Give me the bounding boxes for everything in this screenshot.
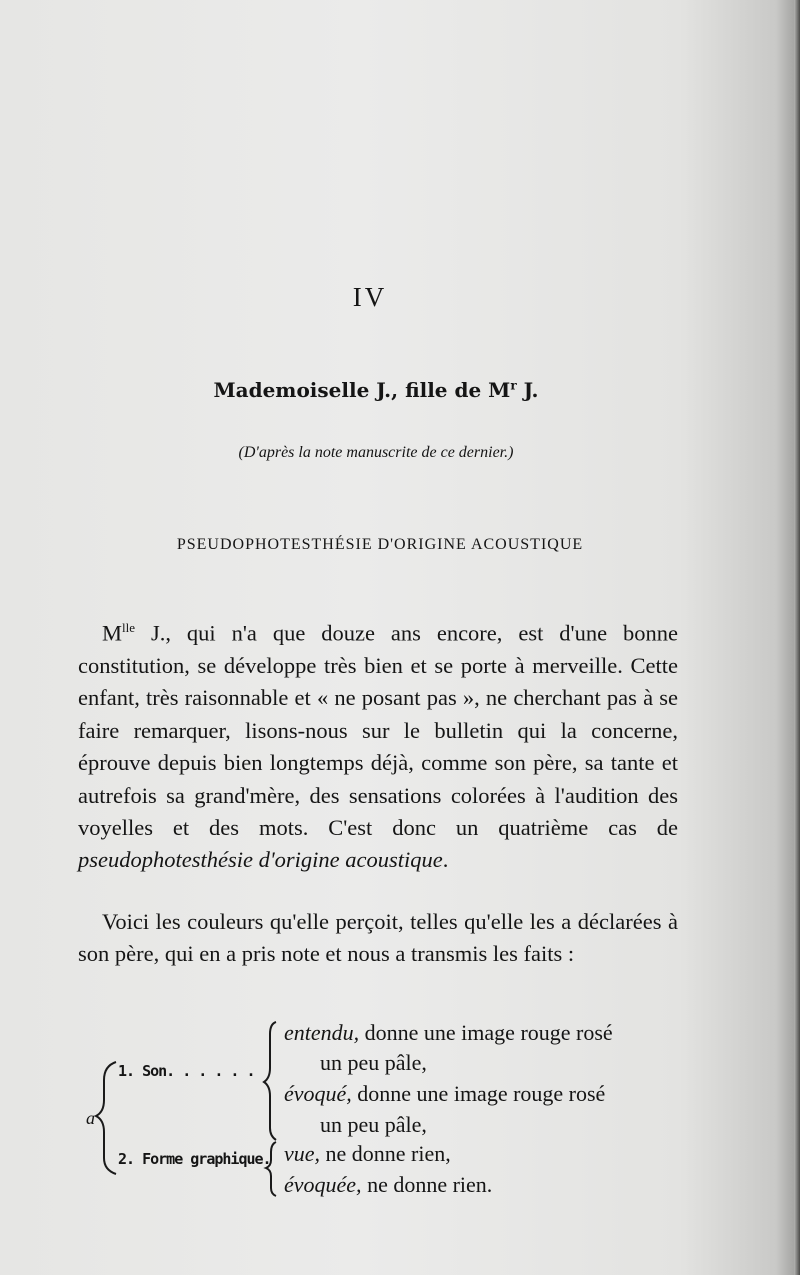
group-label-a: a bbox=[86, 1108, 95, 1128]
row-rest: donne une image rouge rosé bbox=[359, 1020, 613, 1045]
table-row bbox=[284, 1020, 613, 1046]
son-brace bbox=[264, 1022, 276, 1140]
p1-text-a: J., qui n'a que douze ans encore, est d'une bonne constitution, se développe très bien et se porte à merveille. Cette enfant, très raisonnable et « ne posant pas », ne cherchant pas à se faire remarquer, lisons-nous sur le bulletin qui la concerne, éprouve depuis bien longtemps déjà, comme son père, sa tante et autrefois sa grand'mère, des sensations colorées à l'audition des voyelles et des mots. C'est donc un quatrième cas de bbox=[78, 620, 678, 840]
table-row bbox=[320, 1112, 427, 1138]
heading-main: Mademoiselle J., fille de M bbox=[213, 378, 511, 402]
label-son: 1. Son. . . . . . bbox=[118, 1062, 255, 1080]
row-term: évoquée, bbox=[284, 1172, 362, 1197]
row-term: vue, bbox=[284, 1141, 321, 1166]
p1-italic: pseudophotesthésie d'origine acoustique bbox=[78, 847, 443, 873]
row-rest: donne une image rouge rosé bbox=[351, 1081, 606, 1106]
row-rest: ne donne rien. bbox=[361, 1172, 493, 1197]
heading-tail: J. bbox=[516, 378, 539, 402]
chapter-number: IV bbox=[352, 282, 388, 312]
table-row bbox=[320, 1050, 427, 1076]
source-note: (D'après la note manuscrite de ce dernier.) bbox=[238, 444, 514, 461]
p1-lead-sup: lle bbox=[122, 620, 136, 635]
row-rest: ne donne rien, bbox=[320, 1141, 451, 1166]
table-row bbox=[284, 1141, 451, 1167]
row-rest: un peu pâle, bbox=[320, 1112, 427, 1137]
row-term: entendu, bbox=[284, 1020, 360, 1045]
forme-brace bbox=[266, 1142, 276, 1196]
label-forme-graphique: 2. Forme graphique. bbox=[118, 1150, 271, 1168]
p1-text-b: . bbox=[442, 847, 449, 873]
paragraph-2: Voici les couleurs qu'elle perçoit, telles qu'elle les a déclarées à son père, qui en a pris note et nous a transmis les faits : bbox=[78, 909, 678, 967]
p1-lead: M bbox=[102, 620, 123, 646]
section-title: PSEUDOPHOTESTHÉSIE D'ORIGINE ACOUSTIQUE bbox=[176, 536, 584, 553]
page-edge-shadow bbox=[794, 0, 800, 1275]
row-rest: un peu pâle, bbox=[320, 1050, 427, 1075]
heading-sup: r bbox=[510, 378, 517, 393]
table-row bbox=[284, 1081, 605, 1107]
outer-brace bbox=[96, 1062, 116, 1174]
row-term: évoqué, bbox=[284, 1081, 352, 1106]
chapter-heading bbox=[0, 378, 752, 402]
table-row bbox=[284, 1172, 492, 1198]
paragraph-1 bbox=[78, 612, 678, 877]
